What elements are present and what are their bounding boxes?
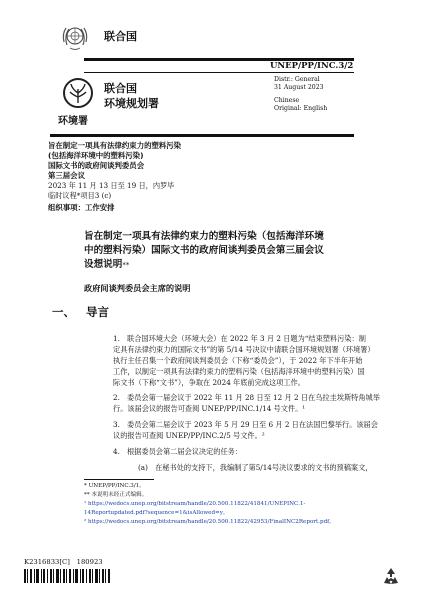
paragraph-4-line: 4. 根据委员会第二届会议决定的任务： (113, 447, 243, 456)
doc-date: 31 August 2023 (274, 84, 324, 91)
doc-symbol: UNEP/PP/INC.3/2 (270, 61, 354, 71)
header-bottom-rule (50, 134, 354, 137)
paragraph-1-line: 执行主任召集一个政府间谈判委员会（下称“委员会”），于 2022 年下半年开始 (113, 356, 363, 365)
doc-language: Chinese (274, 97, 300, 104)
meeting-line1: 旨在制定一项具有法律约束力的塑料污染 (48, 141, 182, 150)
paragraph-4 (113, 446, 403, 457)
paragraph-1 (113, 333, 403, 388)
unep-label: 环境署 (58, 116, 88, 127)
footnote-3-line2: 14Reportupdated.pdf?sequence=1&isAllowed=y。 (84, 510, 229, 516)
footer-code: K2316833[C] 180923 (24, 558, 103, 566)
paragraph-2-line: 2. 委员会第一届会议于 2022 年 11 月 28 日至 12 月 2 日在乌拉圭埃斯特角城举 (113, 393, 380, 402)
footnote-4: ² https://wedocs.unep.org/bitstream/handle/20.500.11822/42953/FinalINC2Report.pdf。 (84, 519, 335, 525)
recycle-icon (380, 565, 402, 587)
doc-original: Original: English (274, 105, 328, 112)
agenda-item: 临时议程*项目3 (c) (48, 191, 112, 200)
org-matters: 组织事项：工作安排 (48, 203, 115, 212)
doc-title-text: 设想说明 (84, 259, 123, 270)
header-second-rule (84, 72, 354, 73)
doc-title-mark: ** (122, 261, 130, 269)
paragraph-5-line: (a) 在秘书处的支持下，我编制了第5/14号决议要求的文书的预稿案文， (138, 463, 373, 472)
distribution: Distr.: General (274, 76, 320, 83)
meeting-line2: (包括海洋环境中的塑料污染) (48, 151, 144, 160)
footnote-3-line1: ¹ https://wedocs.unep.org/bitstream/handle/20.500.11822/41841/UNEPINC.1- (84, 501, 306, 507)
paragraph-3-line: 3. 委员会第二届会议于 2023 年 5 月 29 日至 6 月 2 日在法国巴黎举行。该届会 (113, 420, 378, 429)
doc-title-line1: 旨在制定一项具有法律约束力的塑料污染（包括海洋环境 (84, 231, 324, 242)
section-number: 一、 (52, 305, 75, 319)
barcode-icon (24, 568, 110, 582)
footnote-1: * UNEP/PP/INC.3/1。 (84, 483, 145, 489)
meeting-line4: 第三届会议 (48, 171, 85, 180)
un-emblem-icon (60, 22, 90, 52)
meeting-line3: 国际文书的政府间谈判委员会 (48, 161, 145, 170)
paragraph-5 (138, 462, 403, 473)
org-name: 联合国 (104, 30, 137, 43)
unep-name-line1: 联合国 (104, 82, 137, 95)
paragraph-1-line: 际文书（下称“文书”），争取在 2024 年底前完成这项工作。 (113, 378, 305, 387)
footnote-2: ** 本说明未经正式编辑。 (84, 492, 148, 498)
doc-title-line2: 中的塑料污染）国际文书的政府间谈判委员会第三届会议 (84, 245, 324, 256)
unep-logo-icon (62, 77, 94, 109)
section-heading: 导言 (86, 305, 109, 319)
paragraph-2-line: 行。该届会议的报告可查阅 UNEP/PP/INC.1/14 号文件。¹ (113, 404, 306, 413)
unep-name-line2: 环境规划署 (104, 97, 159, 110)
meeting-dates: 2023 年 11 月 13 日至 19 日，内罗毕 (48, 181, 175, 190)
doc-title-line3 (84, 258, 129, 272)
paragraph-2 (113, 392, 403, 414)
paragraph-1-line: 工作，以制定一项具有法律约束力的塑料污染（包括海洋环境中的塑料污染）国 (113, 367, 365, 376)
paragraph-1-line: 定具有法律约束力的国际文书”的第 5/14 号决议中请联合国环境规划署（环境署） (113, 345, 375, 354)
doc-subtitle: 政府间谈判委员会主席的说明 (84, 283, 191, 293)
footnote-separator (84, 479, 154, 480)
paragraph-3-line: 议的报告可查阅 UNEP/PP/INC.2/5 号文件。² (113, 431, 265, 440)
paragraph-1-line: 1. 联合国环境大会（环境大会）在 2022 年 3 月 2 日题为“结束塑料污染：制 (113, 334, 366, 343)
paragraph-3 (113, 419, 403, 441)
